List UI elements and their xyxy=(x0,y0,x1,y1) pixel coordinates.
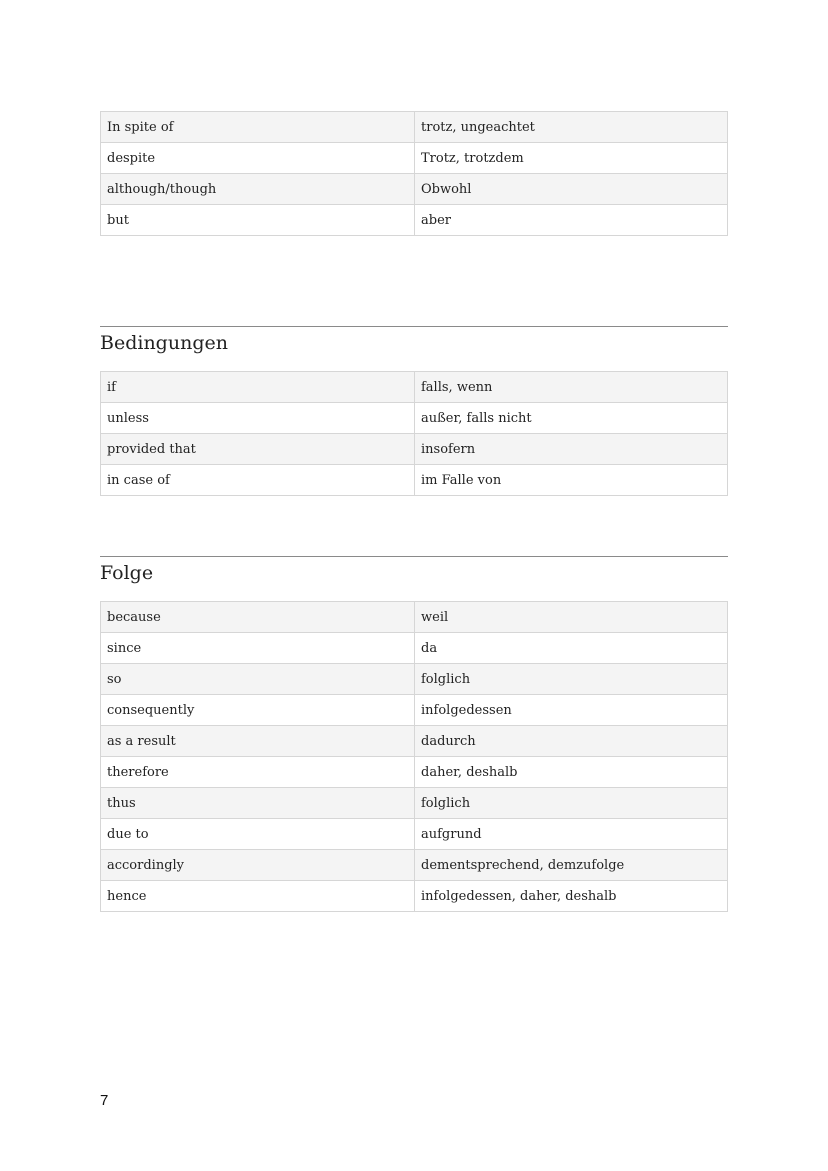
german-translation: dadurch xyxy=(415,726,728,757)
table-row xyxy=(101,602,728,633)
german-translation: im Falle von xyxy=(415,465,728,496)
english-term: hence xyxy=(101,881,415,912)
table-row xyxy=(101,372,728,403)
english-term: despite xyxy=(101,143,415,174)
section-divider xyxy=(100,556,728,557)
table-row xyxy=(101,112,728,143)
german-translation: aber xyxy=(415,205,728,236)
consequence-table xyxy=(100,601,728,912)
section-heading-consequence: Folge xyxy=(100,562,154,584)
conditions-table xyxy=(100,371,728,496)
german-translation: weil xyxy=(415,602,728,633)
english-term: thus xyxy=(101,788,415,819)
german-translation: folglich xyxy=(415,664,728,695)
table-row xyxy=(101,664,728,695)
table-row xyxy=(101,788,728,819)
english-term: unless xyxy=(101,403,415,434)
german-translation: dementsprechend, demzufolge xyxy=(415,850,728,881)
german-translation: aufgrund xyxy=(415,819,728,850)
english-term: as a result xyxy=(101,726,415,757)
english-term: so xyxy=(101,664,415,695)
table-row xyxy=(101,465,728,496)
table-row xyxy=(101,633,728,664)
german-translation: daher, deshalb xyxy=(415,757,728,788)
table-row xyxy=(101,174,728,205)
german-translation: Obwohl xyxy=(415,174,728,205)
english-term: because xyxy=(101,602,415,633)
english-term: In spite of xyxy=(101,112,415,143)
table-row xyxy=(101,881,728,912)
table-row xyxy=(101,757,728,788)
english-term: since xyxy=(101,633,415,664)
table-row xyxy=(101,403,728,434)
german-translation: Trotz, trotzdem xyxy=(415,143,728,174)
table-row xyxy=(101,726,728,757)
table-row xyxy=(101,143,728,174)
german-translation: folglich xyxy=(415,788,728,819)
table-row xyxy=(101,695,728,726)
concession-table xyxy=(100,111,728,236)
german-translation: falls, wenn xyxy=(415,372,728,403)
english-term: but xyxy=(101,205,415,236)
german-translation: insofern xyxy=(415,434,728,465)
section-heading-conditions: Bedingungen xyxy=(100,332,228,354)
english-term: although/though xyxy=(101,174,415,205)
english-term: therefore xyxy=(101,757,415,788)
english-term: accordingly xyxy=(101,850,415,881)
section-divider xyxy=(100,326,728,327)
english-term: in case of xyxy=(101,465,415,496)
table-row xyxy=(101,205,728,236)
english-term: due to xyxy=(101,819,415,850)
page-number: 7 xyxy=(100,1092,109,1109)
english-term: if xyxy=(101,372,415,403)
table-row xyxy=(101,819,728,850)
english-term: provided that xyxy=(101,434,415,465)
german-translation: infolgedessen, daher, deshalb xyxy=(415,881,728,912)
table-row xyxy=(101,434,728,465)
german-translation: da xyxy=(415,633,728,664)
german-translation: infolgedessen xyxy=(415,695,728,726)
english-term: consequently xyxy=(101,695,415,726)
table-row xyxy=(101,850,728,881)
german-translation: außer, falls nicht xyxy=(415,403,728,434)
german-translation: trotz, ungeachtet xyxy=(415,112,728,143)
